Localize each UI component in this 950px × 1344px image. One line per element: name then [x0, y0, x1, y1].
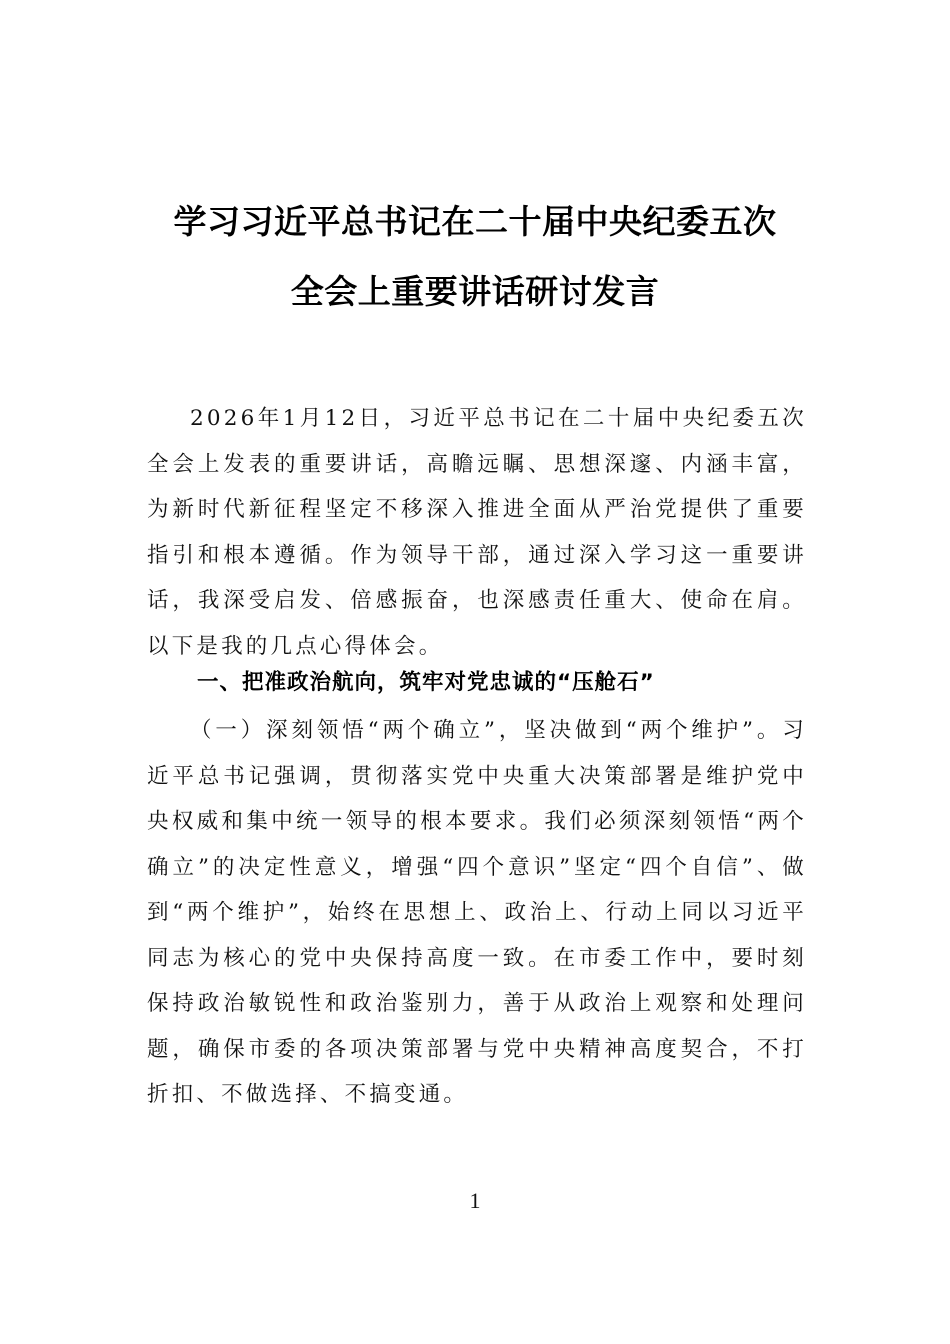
page-number: 1: [469, 1188, 481, 1213]
document-title-line-2: 全会上重要讲话研讨发言: [290, 272, 660, 311]
section-heading-1: 一、把准政治航向，筑牢对党忠诚的“压舱石”: [197, 670, 655, 695]
intro-paragraph: 2026年1月12日，习近平总书记在二十届中央纪委五次全会上发表的重要讲话，高瞻远瞩、思想深邃、内涵丰富，为新时代新征程坚定不移深入推进全面从严治党提供了重要指引和根本遵循。作为领导干部，通过深入学习这一重要讲话，我深受启发、倍感振奋，也深感责任重大、使命在肩。以下是我的几点心得体会。: [147, 406, 807, 659]
subsection-paragraph-1: （一）深刻领悟“两个确立”，坚决做到“两个维护”。习近平总书记强调，贯彻落实党中央重大决策部署是维护党中央权威和集中统一领导的根本要求。我们必须深刻领悟“两个确立”的决定性意义，增强“四个意识”坚定“四个自信”、做到“两个维护”，始终在思想上、政治上、行动上同以习近平同志为核心的党中央保持高度一致。在市委工作中，要时刻保持政治敏锐性和政治鉴别力，善于从政治上观察和处理问题，确保市委的各项决策部署与党中央精神高度契合，不打折扣、不做选择、不搞变通。: [147, 718, 807, 1107]
document-title-line-1: 学习习近平总书记在二十届中央纪委五次: [173, 202, 777, 241]
